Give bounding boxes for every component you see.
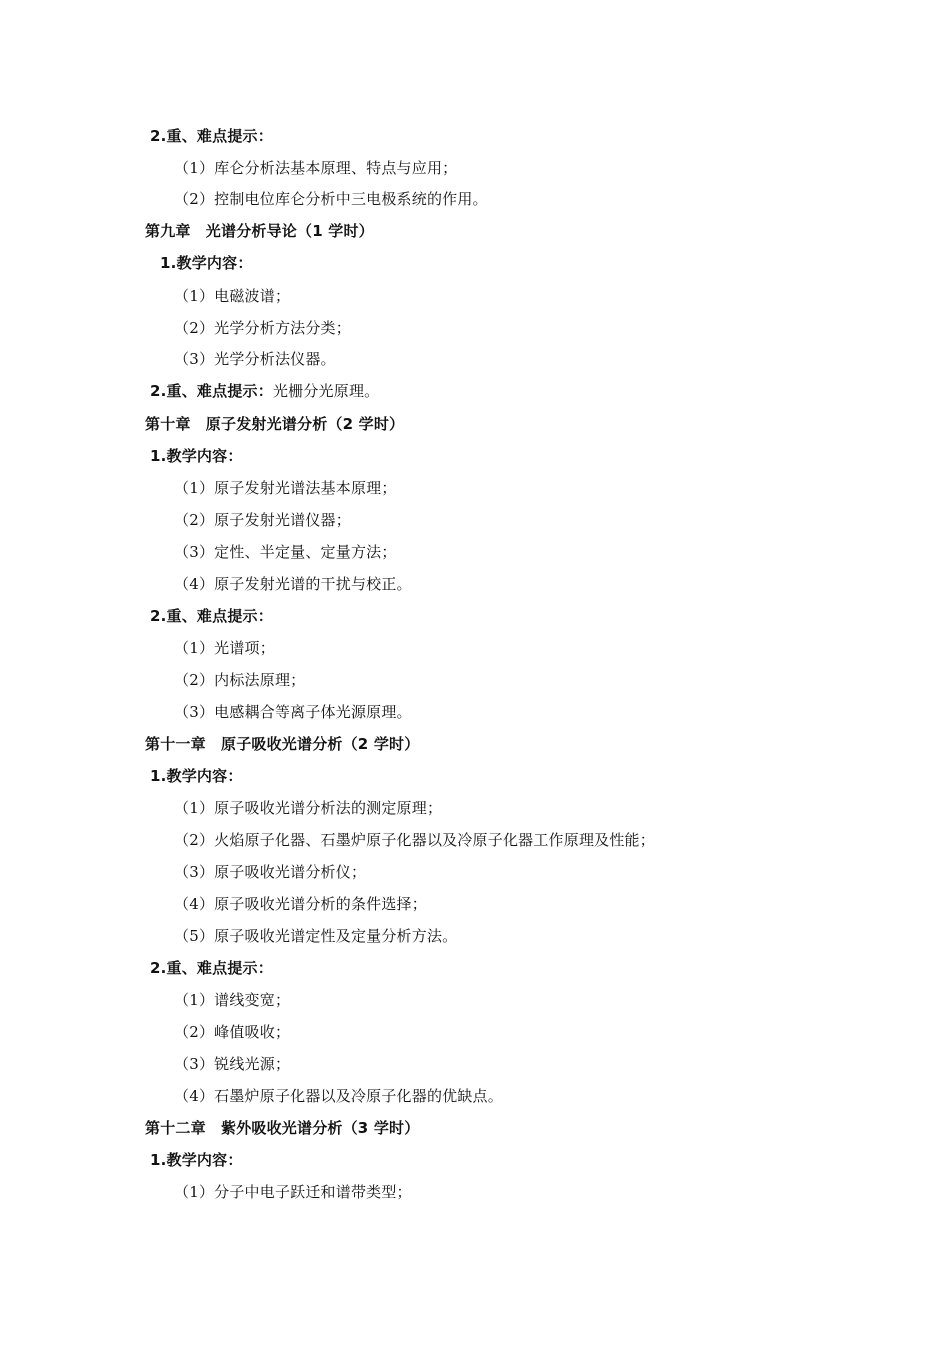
section-heading: 1.教学内容： [150,767,243,785]
list-item: （1）电磁波谱； [174,287,291,305]
section-heading: 1.教学内容： [150,447,243,465]
chapter-title: 第十二章 紫外吸收光谱分析（3 学时） [145,1119,420,1137]
list-item: （1）谱线变宽； [174,991,291,1009]
list-item: （2）内标法原理； [174,671,306,689]
list-item: （3）锐线光源； [174,1055,291,1073]
section-heading-note: 光栅分光原理。 [272,382,380,400]
list-item: （3）定性、半定量、定量方法； [174,543,397,561]
list-item: （1）库仑分析法基本原理、特点与应用； [174,159,458,177]
list-item: （1）光谱项； [174,639,275,657]
section-heading: 2.重、难点提示：光栅分光原理。 [150,382,380,400]
list-item: （4）石墨炉原子化器以及冷原子化器的优缺点。 [174,1087,503,1105]
list-item: （2）光学分析方法分类； [174,319,351,337]
list-item: （3）电感耦合等离子体光源原理。 [174,703,412,721]
section-heading: 1.教学内容： [150,1151,243,1169]
list-item: （2）原子发射光谱仪器； [174,511,351,529]
list-item: （3）光学分析法仪器。 [174,350,336,368]
list-item: （3）原子吸收光谱分析仪； [174,863,367,881]
list-item: （2）控制电位库仑分析中三电极系统的作用。 [174,190,488,208]
list-item: （2）峰值吸收； [174,1023,291,1041]
list-item: （4）原子发射光谱的干扰与校正。 [174,575,412,593]
list-item: （4）原子吸收光谱分析的条件选择； [174,895,427,913]
chapter-title: 第九章 光谱分析导论（1 学时） [145,222,374,240]
list-item: （1）原子发射光谱法基本原理； [174,479,397,497]
section-heading: 2.重、难点提示： [150,127,273,145]
chapter-title: 第十章 原子发射光谱分析（2 学时） [145,415,405,433]
list-item: （1）原子吸收光谱分析法的测定原理； [174,799,443,817]
chapter-title: 第十一章 原子吸收光谱分析（2 学时） [145,735,420,753]
list-item: （2）火焰原子化器、石墨炉原子化器以及冷原子化器工作原理及性能； [174,831,655,849]
section-heading: 2.重、难点提示： [150,607,273,625]
section-heading: 2.重、难点提示： [150,959,273,977]
list-item: （1）分子中电子跃迁和谱带类型； [174,1183,412,1201]
section-heading: 1.教学内容： [160,254,253,272]
list-item: （5）原子吸收光谱定性及定量分析方法。 [174,927,458,945]
